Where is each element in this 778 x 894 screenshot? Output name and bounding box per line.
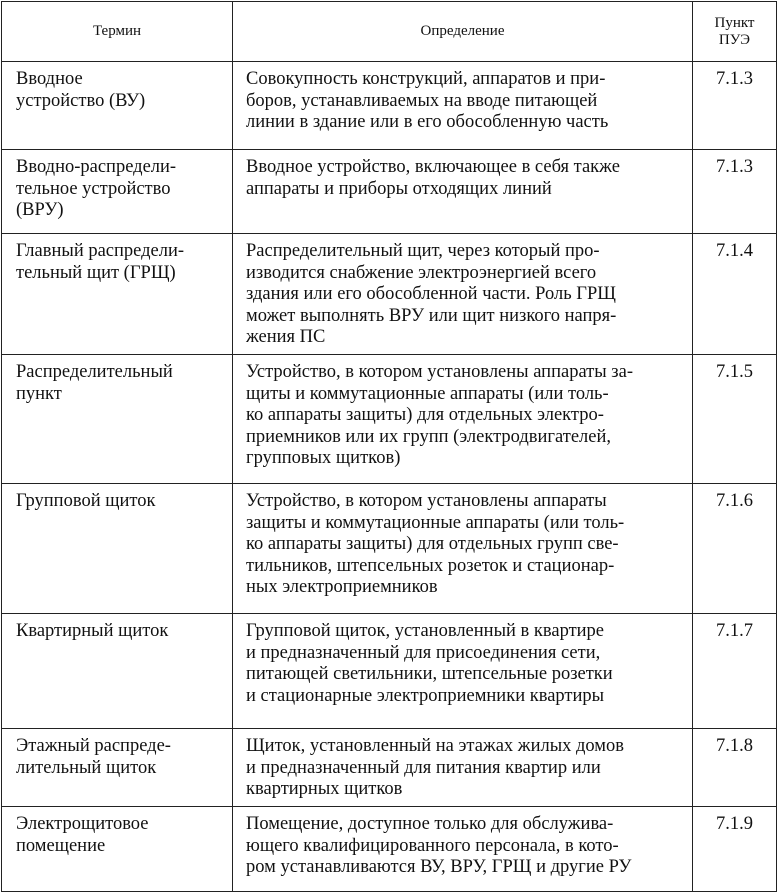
definition-line: здания или его обособленной части. Роль ГРЩ xyxy=(246,284,616,304)
term-line: Электрощитовое xyxy=(16,814,149,834)
table-row xyxy=(2,729,777,807)
term-cell xyxy=(2,614,233,729)
definition-line: ром устанавливаются ВУ, ВРУ, ГРЩ и другие РУ xyxy=(246,857,632,877)
term-line: Вводное xyxy=(16,69,83,89)
term-line: Распределительный xyxy=(16,362,173,382)
definition-line: Щиток, установленный на этажах жилых домов xyxy=(246,736,625,756)
clause-cell: 7.1.8 xyxy=(693,729,777,807)
header-clause xyxy=(693,2,777,62)
clause-cell: 7.1.7 xyxy=(693,614,777,729)
definition-line: изводится снабжение электроэнергией всего xyxy=(246,262,597,283)
terms-table xyxy=(1,1,777,892)
term-line: Вводно-распредели- xyxy=(16,157,177,177)
definition-line: жения ПС xyxy=(246,327,326,347)
table-row xyxy=(2,150,777,234)
term-line: тельное устройство xyxy=(16,178,171,199)
table-row xyxy=(2,484,777,614)
header-row xyxy=(2,2,777,62)
term-line: Квартирный щиток xyxy=(16,621,169,641)
definition-line: и предназначенный для присоединения сети, xyxy=(246,642,601,663)
table-row xyxy=(2,807,777,892)
header-term: Термин xyxy=(2,2,233,62)
definition-line: линии в здание или в его обособленную часть xyxy=(246,112,609,132)
term-line: Главный распредели- xyxy=(16,241,185,261)
clause-cell: 7.1.6 xyxy=(693,484,777,614)
table-row xyxy=(2,614,777,729)
definition-line: групповых щитков) xyxy=(246,448,401,468)
definition-line: Совокупность конструкций, аппаратов и при- xyxy=(246,69,606,89)
definition-cell xyxy=(233,614,693,729)
definition-line: ко аппараты защиты) для отдельных электро- xyxy=(246,405,604,425)
definition-line: и стационарные электроприемники квартиры xyxy=(246,685,605,706)
definition-line: защиты и коммутационные аппараты (или толь- xyxy=(246,512,625,533)
table-row xyxy=(2,62,777,150)
term-line: устройство (ВУ) xyxy=(16,90,146,111)
definition-line: ко аппараты защиты) для отдельных групп све- xyxy=(246,534,619,554)
definition-line: щиты и коммутационные аппараты (или толь- xyxy=(246,383,609,404)
definition-line: аппараты и приборы отходящих линий xyxy=(246,178,552,199)
definition-line: приемников или их групп (электродвигателей, xyxy=(246,426,611,447)
definition-line: Устройство, в котором установлены аппараты за- xyxy=(246,362,633,382)
term-cell xyxy=(2,729,233,807)
header-clause-line2: ПУЭ xyxy=(718,31,751,48)
definition-cell xyxy=(233,62,693,150)
clause-cell: 7.1.5 xyxy=(693,355,777,484)
clause-cell: 7.1.9 xyxy=(693,807,777,892)
term-line: пункт xyxy=(16,383,62,404)
definition-line: питающей светильники, штепсельные розетки xyxy=(246,664,613,684)
term-line: помещение xyxy=(16,835,106,856)
definition-line: ющего квалифицированного персонала, в кото- xyxy=(246,835,619,856)
term-line: тельный щит (ГРЩ) xyxy=(16,262,176,283)
table-body xyxy=(2,62,777,892)
definition-line: тильников, штепсельных розеток и стационар- xyxy=(246,555,615,576)
definition-line: Помещение, доступное только для обслужива- xyxy=(246,814,614,834)
term-line: Этажный распреде- xyxy=(16,736,171,756)
term-cell xyxy=(2,234,233,355)
term-line: лительный щиток xyxy=(16,757,157,778)
term-cell xyxy=(2,355,233,484)
clause-cell: 7.1.3 xyxy=(693,62,777,150)
definition-line: и предназначенный для питания квартир или xyxy=(246,757,601,778)
definition-line: Распределительный щит, через который про- xyxy=(246,241,600,261)
definition-cell xyxy=(233,729,693,807)
definition-cell xyxy=(233,807,693,892)
term-cell xyxy=(2,62,233,150)
term-line: Групповой щиток xyxy=(16,491,156,511)
term-cell xyxy=(2,807,233,892)
term-line: (ВРУ) xyxy=(16,200,64,220)
definition-line: ных электроприемников xyxy=(246,577,438,597)
table-row xyxy=(2,234,777,355)
clause-cell: 7.1.3 xyxy=(693,150,777,234)
clause-cell: 7.1.4 xyxy=(693,234,777,355)
definition-cell xyxy=(233,150,693,234)
definition-cell xyxy=(233,484,693,614)
header-definition: Определение xyxy=(233,2,693,62)
definition-cell xyxy=(233,355,693,484)
definition-cell xyxy=(233,234,693,355)
term-cell xyxy=(2,484,233,614)
definition-line: Устройство, в котором установлены аппараты xyxy=(246,491,607,511)
definition-line: Вводное устройство, включающее в себя также xyxy=(246,157,620,177)
header-clause-line1: Пункт xyxy=(714,14,755,31)
term-cell xyxy=(2,150,233,234)
definition-line: может выполнять ВРУ или щит низкого напря- xyxy=(246,305,617,326)
table-row xyxy=(2,355,777,484)
definition-line: квартирных щитков xyxy=(246,779,403,799)
definition-line: Групповой щиток, установленный в квартире xyxy=(246,621,605,641)
definition-line: боров, устанавливаемых на вводе питающей xyxy=(246,90,598,111)
